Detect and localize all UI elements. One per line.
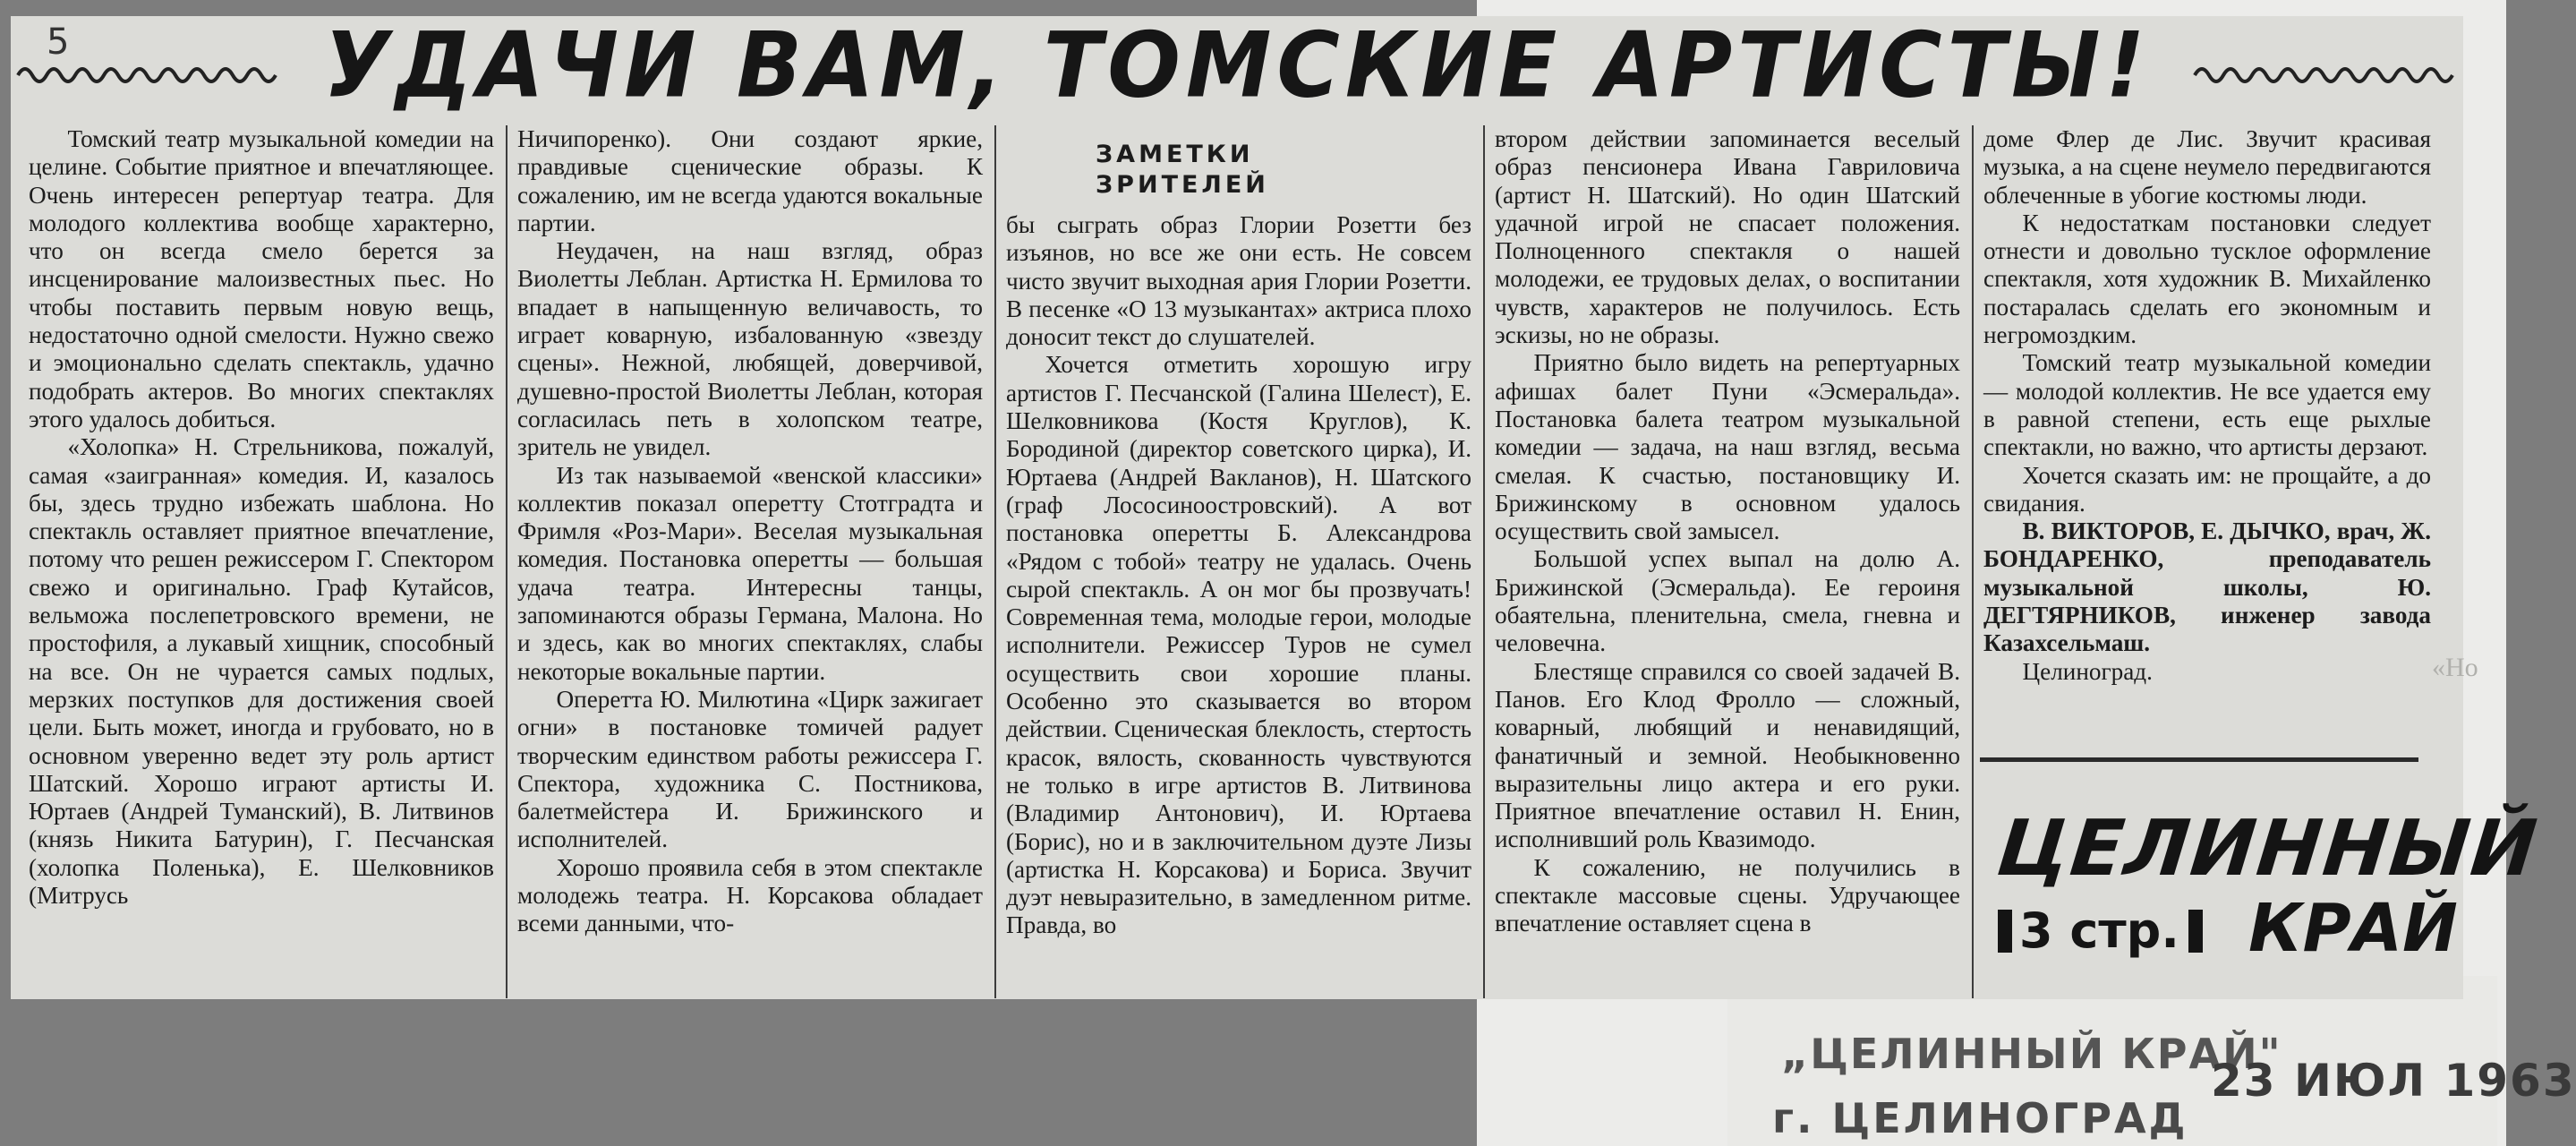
column-rule (1483, 125, 1485, 998)
paragraph: доме Флер де Лис. Звучит красивая музыка, а на сцене неумело передвигаются облеченные в убогие костюмы люди. (1983, 125, 2431, 209)
masthead (1980, 804, 2543, 974)
handwritten-mark: 5 (47, 21, 70, 63)
masthead-word: КРАЙ (2248, 890, 2458, 967)
subhead (1096, 140, 1269, 201)
masthead-bar (2188, 910, 2203, 953)
subhead-line-1: ЗАМЕТКИ (1096, 141, 1254, 168)
masthead-title: ЦЕЛИННЫЙ (1992, 804, 2543, 894)
paragraph: Блестяще справился со своей задачей В. Панов. Его Клод Фролло — сложный, коварный, любящий и ненавидящий, фанатичный и земной. Необыкновенно выразительны лицо актера и его руки. Приятное впечатление оставил Н. Енин, исполнивший роль Квазимодо. (1495, 657, 1960, 853)
masthead-page-number: 3 стр. (2019, 902, 2179, 959)
headline (11, 13, 2463, 118)
newspaper-clipping (11, 13, 2543, 999)
ghost-text: «Но (2432, 653, 2478, 682)
article-column-3 (1006, 211, 1471, 998)
stamp-newspaper-name: „ЦЕЛИННЫЙ КРАЙ" (1781, 1030, 2282, 1078)
signature: В. ВИКТОРОВ, Е. ДЫЧКО, врач, Ж. БОНДАРЕНКО, преподаватель музыкальной школы, Ю. ДЕГТЯРНИКОВ, инженер завода Казахсельмаш. (1983, 517, 2431, 657)
masthead-bar (1998, 910, 2012, 953)
paragraph: Ничипоренко). Они создают яркие, правдивые сценические образы. К сожалению, им не всегда удаются вокальные партии. (517, 125, 983, 236)
paragraph: Томский театр музыкальной комедии — молодой коллектив. Не все удается ему в равной степени, есть еще рыхлые спектакли, но важно, что артисты дерзают. (1983, 349, 2431, 461)
paragraph: втором действии запоминается веселый образ пенсионера Ивана Гавриловича (артист Н. Шатский). Но один Шатский удачной игрой не спасает положения. Полноценного спектакля о нашей молодежи, ее трудовых делах, о воспитании чувств, характеров не получилось. Есть эскизы, но не образы. (1495, 125, 1960, 349)
headline-text: УДАЧИ ВАМ, ТОМСКИЕ АРТИСТЫ! (323, 13, 2151, 118)
paragraph: «Холопка» Н. Стрельникова, пожалуй, самая «заигранная» комедия. И, казалось бы, здесь трудно избежать шаблона. Но спектакль оставляет приятное впечатление, потому что решен режиссером Г. Спектором свежо и оригинально. Граф Кутайсов, вельможа послепетровского времени, не простофиля, а лукавый хищник, способный на все. Он не чурается самых подлых, мерзких поступков для достижения своей цели. Быть может, иногда и грубовато, но в основном уверенно ведет эту роль артист Шатский. Хорошо играют артисты И. Юртаев (Андрей Туманский), В. Литвинов (князь Никита Батурин), Г. Песчанская (холопка Поленька), Е. Шелковников (Митрусь (29, 433, 494, 910)
article-column-5 (1983, 125, 2431, 743)
paragraph: Неудачен, на наш взгляд, образ Виолетты Леблан. Артистка Н. Ермилова то впадает в напыщенную величавость, то играет коварную, избалованную «звезду сцены». Нежной, любящей, доверчивой, душевно-простой Виолетты Леблан, которая согласилась петь в холопском театре, зритель не увидел. (517, 237, 983, 461)
paragraph: Хочется сказать им: не прощайте, а до свидания. (1983, 461, 2431, 517)
column-rule (1972, 125, 1974, 998)
stamp-date: 23 ИЮЛ 1963 (2211, 1055, 2576, 1107)
article-column-2 (517, 125, 983, 998)
paragraph: Оперетта Ю. Милютина «Цирк зажигает огни» в постановке томичей радует творческим единством работы режиссера Г. Спектора, художника С. Постникова, балетмейстера И. Брижинского и исполнителей. (517, 685, 983, 853)
column-rule (994, 125, 996, 998)
paragraph: Из так называемой «венской классики» коллектив показал оперетту Стотградта и Фримля «Роз-Мари». Веселая музыкальная комедия. Постановка оперетты — большая удача театра. Интересны танцы, запоминаются образы Германа, Малона. Но и здесь, как во многих спектаклях, слабы некоторые вокальные партии. (517, 461, 983, 685)
subhead-line-2: ЗРИТЕЛЕЙ (1096, 171, 1269, 199)
article-column-4 (1495, 125, 1960, 998)
paragraph: К недостаткам постановки следует отнести и довольно тусклое оформление спектакля, хотя художник В. Михайленко постаралась сделать его экономным и негромоздким. (1983, 209, 2431, 349)
paragraph: Хорошо проявила себя в этом спектакле молодежь театра. Н. Корсакова обладает всеми данными, что- (517, 853, 983, 937)
masthead-page (1998, 902, 2212, 959)
paragraph: К сожалению, не получились в спектакле массовые сцены. Удручающее впечатление оставляет сцена в (1495, 853, 1960, 937)
paragraph: бы сыграть образ Глории Розетти без изъянов, но все же они есть. Не совсем чисто звучит выходная ария Глории Розетти. В песенке «О 13 музыкантах» актриса плохо доносит текст до слушателей. (1006, 211, 1471, 351)
paragraph: Большой успех выпал на долю А. Брижинской (Эсмеральда). Ее героиня обаятельна, пленительна, смела, гневна и человечна. (1495, 545, 1960, 657)
paragraph: Приятно было видеть на репертуарных афишах балет Пуни «Эсмеральда». Постановка балета театром музыкальной комедии — задача, на наш взгляд, весьма смелая. К счастью, постановщику И. Брижинскому в основном удалось осуществить свой замысел. (1495, 349, 1960, 545)
paragraph: Томский театр музыкальной комедии на целине. Событие приятное и впечатляющее. Очень интересен репертуар театра. Для молодого коллектива вообще характерно, что он всегда смело берется за инсценирование малоизвестных пьес. Но чтобы поставить первым новую вещь, недостаточно одной смелости. Нужно свежо и эмоционально сделать спектакль, удачно подобрать актеров. Во многих спектаклях этого удалось добиться. (29, 125, 494, 432)
column-rule (506, 125, 508, 998)
signature-city: Целиноград. (2022, 657, 2153, 685)
article-column-1 (29, 125, 494, 998)
paragraph: Хочется отметить хорошую игру артистов Г. Песчанской (Галина Шелест), Е. Шелковникова (Костя Круглов), К. Бородиной (директор советского цирка), И. Юртаева (Андрей Вакланов), Н. Шатского (граф Лососиноостровский). А вот постановка оперетты Б. Александрова «Рядом с тобой» театру не удалась. Очень сырой спектакль. А он мог бы прозвучать! Современная тема, молодые герои, молодые исполнители. Режиссер Туров не сумел осуществить свои хорошие планы. Особенно это сказывается во втором действии. Сценическая блеклость, стертость красок, вялость, скованность чувствуются не только в игре артистов В. Литвинова (Владимир Антонович), И. Юртаева (Борис), но и в заключительном дуэте Лизы (артистка Н. Корсакова) и Бориса. Звучит дуэт невыразительно, в замедленном ритме. Правда, во (1006, 351, 1471, 939)
masthead-rule-top (1980, 757, 2418, 762)
stamp-city: г. ЦЕЛИНОГРАД (1772, 1094, 2188, 1142)
